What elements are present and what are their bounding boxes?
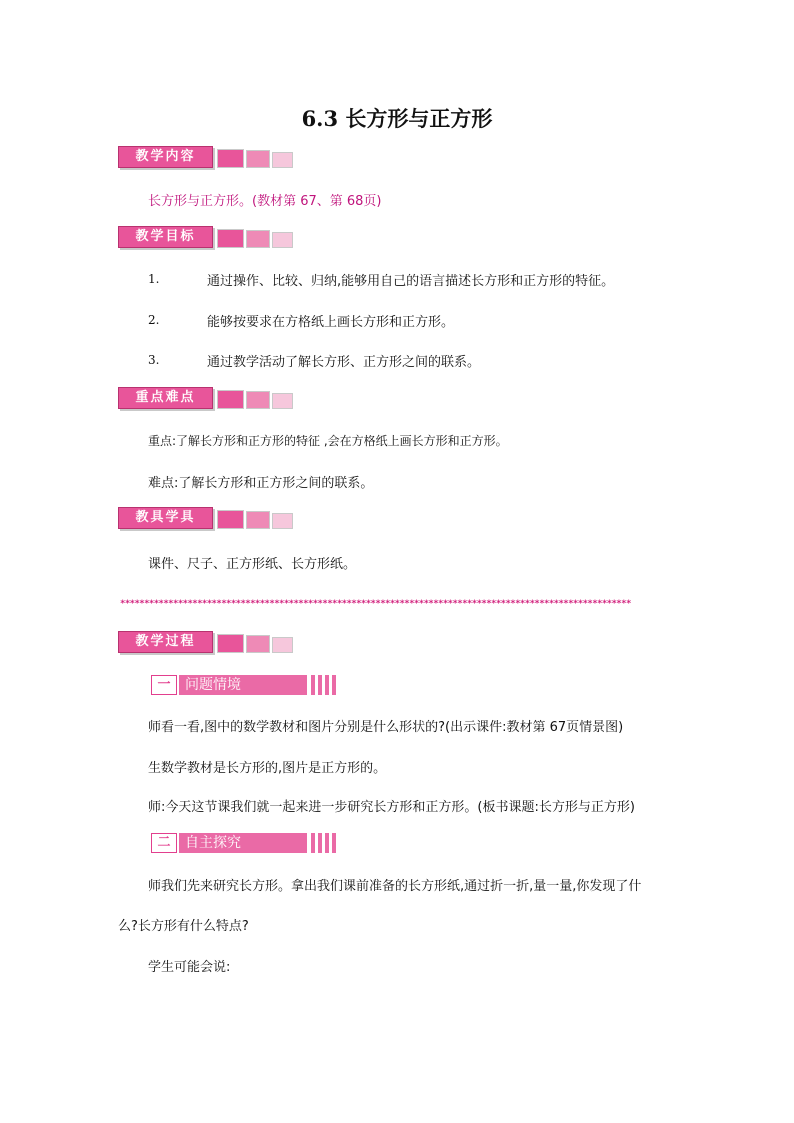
decor-square	[246, 635, 270, 653]
goal-number: 1.	[148, 272, 160, 286]
tools-text: 课件、尺子、正方形纸、长方形纸。	[148, 557, 357, 572]
decor-square	[272, 232, 293, 248]
decor-square	[217, 634, 244, 653]
decor-square	[217, 149, 244, 168]
decor-square	[272, 637, 293, 653]
goal-number: 2.	[148, 313, 160, 327]
key-point-text: 重点:了解长方形和正方形的特征 ,会在方格纸上画长方形和正方形。	[148, 434, 508, 448]
section-label: 教学过程	[118, 631, 213, 653]
star-separator: **********************************************************************************************************	[120, 599, 631, 609]
subsection-title: 自主探究	[185, 835, 241, 851]
section-label: 重点难点	[118, 387, 213, 409]
decor-square	[272, 152, 293, 168]
decor-square	[246, 511, 270, 529]
decor-stripe	[318, 675, 322, 695]
goal-text: 能够按要求在方格纸上画长方形和正方形。	[207, 315, 455, 330]
subsection-title-bar	[179, 675, 307, 695]
dialog-line: 生数学教材是长方形的,图片是正方形的。	[148, 761, 387, 776]
dialog-line: 师我们先来研究长方形。拿出我们课前准备的长方形纸,通过折一折,量一量,你发现了什	[148, 879, 642, 894]
decor-square	[272, 513, 293, 529]
dialog-line: 师看一看,图中的数学教材和图片分别是什么形状的?(出示课件:教材第 67页情景图)	[148, 720, 624, 735]
dialog-line: 么?长方形有什么特点?	[118, 919, 249, 934]
subsection-number: 二	[151, 833, 177, 853]
subsection-title: 问题情境	[185, 677, 241, 693]
subsection-banner-problem	[151, 675, 339, 695]
subsection-title-bar	[179, 833, 307, 853]
decor-stripe	[332, 833, 336, 853]
content-text: 长方形与正方形。(教材第 67、第 68页)	[148, 194, 382, 209]
decor-stripe	[332, 675, 336, 695]
decor-square	[272, 393, 293, 409]
section-label: 教具学具	[118, 507, 213, 529]
decor-square	[246, 150, 270, 168]
section-label: 教学目标	[118, 226, 213, 248]
decor-stripe	[318, 833, 322, 853]
subsection-number: 一	[151, 675, 177, 695]
goal-text: 通过操作、比较、归纳,能够用自己的语言描述长方形和正方形的特征。	[207, 274, 615, 289]
decor-stripe	[325, 833, 329, 853]
decor-stripe	[325, 675, 329, 695]
dialog-line: 学生可能会说:	[148, 960, 231, 975]
page-title: 6.3 长方形与正方形	[301, 106, 493, 131]
decor-stripe	[311, 675, 315, 695]
dialog-line: 师:今天这节课我们就一起来进一步研究长方形和正方形。(板书课题:长方形与正方形)	[148, 800, 635, 815]
difficult-point-text: 难点:了解长方形和正方形之间的联系。	[148, 476, 374, 491]
decor-square	[217, 390, 244, 409]
decor-square	[246, 391, 270, 409]
decor-square	[246, 230, 270, 248]
subsection-banner-explore	[151, 833, 339, 853]
goal-text: 通过教学活动了解长方形、正方形之间的联系。	[207, 355, 481, 370]
decor-square	[217, 510, 244, 529]
decor-square	[217, 229, 244, 248]
goal-number: 3.	[148, 353, 160, 367]
decor-stripe	[311, 833, 315, 853]
section-label: 教学内容	[118, 146, 213, 168]
